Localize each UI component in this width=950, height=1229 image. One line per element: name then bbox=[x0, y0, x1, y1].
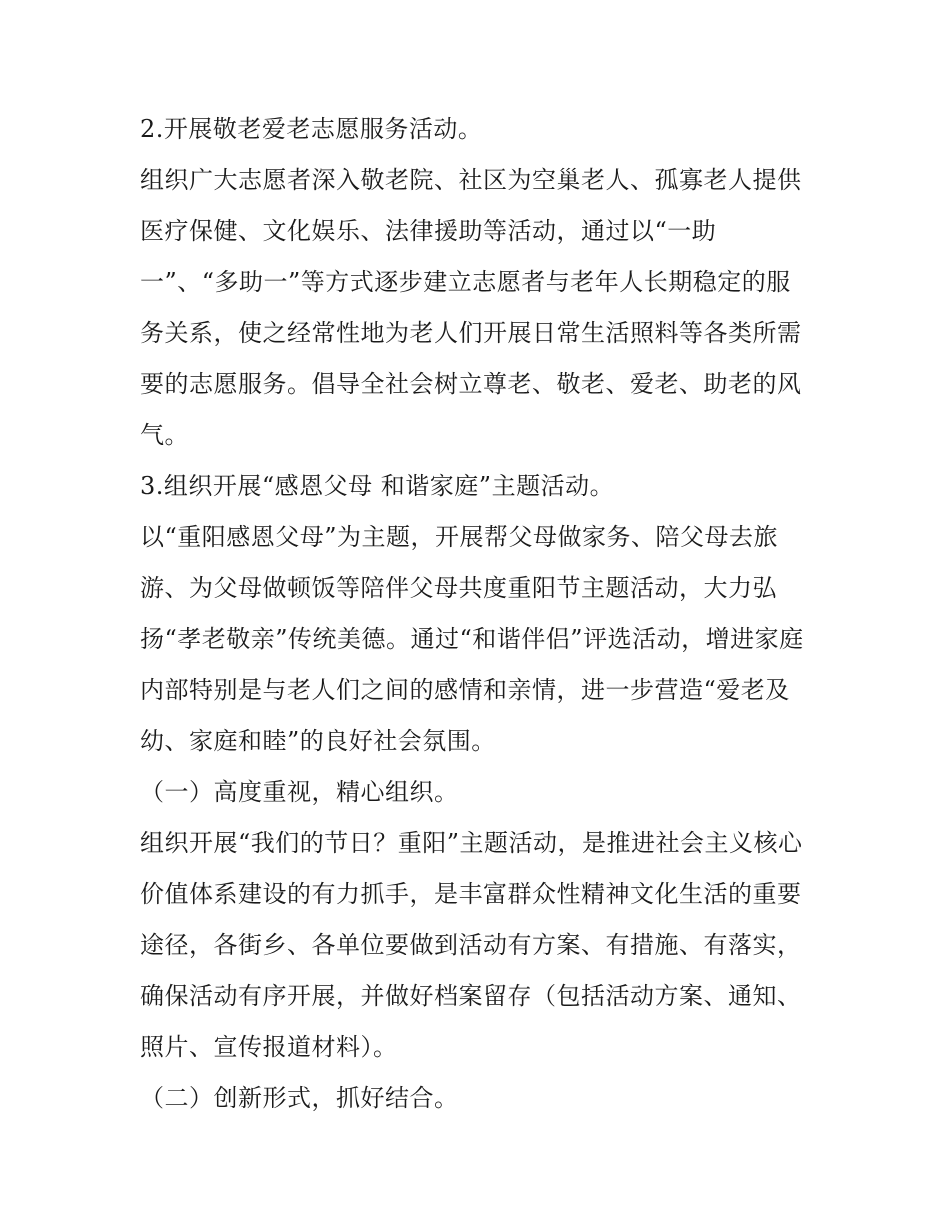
heading-innovate-form: （二）创新形式，抓好结合。 bbox=[140, 1084, 459, 1112]
paragraph-line: 游、为父母做顿饭等陪伴父母共度重阳节主题活动，大力弘 bbox=[140, 574, 777, 602]
paragraph-line: 扬“孝老敬亲”传统美德。通过“和谐伴侣”评选活动，增进家庭 bbox=[140, 625, 804, 653]
paragraph-line: 一”、“多助一”等方式逐步建立志愿者与老年人长期稳定的服 bbox=[140, 268, 791, 296]
paragraph-line: 气。 bbox=[140, 421, 189, 449]
paragraph-line: 务关系，使之经常性地为老人们开展日常生活照料等各类所需 bbox=[140, 319, 802, 347]
paragraph-line: 确保活动有序开展，并做好档案留存（包括活动方案、通知、 bbox=[140, 982, 802, 1010]
heading-family-harmony: 3.组织开展“感恩父母 和谐家庭”主题活动。 bbox=[140, 472, 615, 500]
heading-volunteer-service: 2.开展敬老爱老志愿服务活动。 bbox=[140, 115, 483, 143]
paragraph-line: 要的志愿服务。倡导全社会树立尊老、敬老、爱老、助老的风 bbox=[140, 370, 802, 398]
paragraph-line: 医疗保健、文化娱乐、法律援助等活动，通过以“一助 bbox=[140, 217, 717, 245]
paragraph-line: 幼、家庭和睦”的良好社会氛围。 bbox=[140, 727, 496, 755]
paragraph-line: 组织开展“我们的节日？重阳”主题活动，是推进社会主义核心 bbox=[140, 829, 803, 857]
paragraph-line: 途径，各街乡、各单位要做到活动有方案、有措施、有落实， bbox=[140, 931, 802, 959]
paragraph-line: 价值体系建设的有力抓手，是丰富群众性精神文化生活的重要 bbox=[140, 880, 802, 908]
paragraph-line: 以“重阳感恩父母”为主题，开展帮父母做家务、陪父母去旅 bbox=[140, 523, 779, 551]
paragraph-line: 组织广大志愿者深入敬老院、社区为空巢老人、孤寡老人提供 bbox=[140, 166, 802, 194]
paragraph-line: 内部特别是与老人们之间的感情和亲情，进一步营造“爱老及 bbox=[140, 676, 790, 704]
paragraph-line: 照片、宣传报道材料）。 bbox=[140, 1033, 398, 1061]
heading-high-priority: （一）高度重视，精心组织。 bbox=[140, 778, 459, 806]
